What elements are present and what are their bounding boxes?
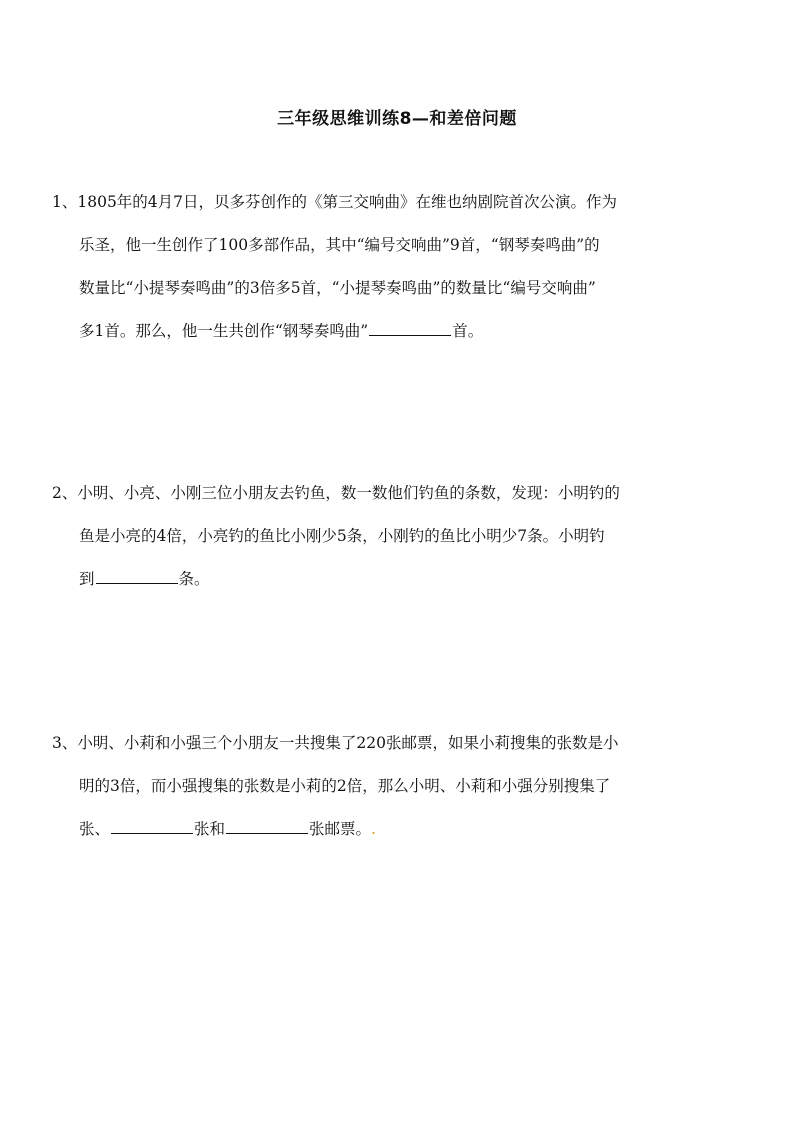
question-3-text-between-blanks: 张和 [194,820,226,838]
question-2-text-after-blank: 条。 [178,570,210,588]
question-2-line-3 [79,567,210,589]
question-3-text-after-blank: 张邮票。 [309,820,372,838]
question-3-line-2: 明的3倍，而小强搜集的张数是小莉的2倍，那么小明、小莉和小强分别搜集了 [79,777,611,795]
question-3-line-1: 3、小明、小莉和小强三个小朋友一共搜集了220张邮票，如果小莉搜集的张数是小 [52,734,619,752]
question-1-text-after-blank: 首。 [452,322,484,340]
answer-blank-1[interactable] [369,321,451,336]
answer-blank-3b[interactable] [226,819,308,834]
question-3-line-3 [79,817,376,839]
question-1-line-3: 数量比“小提琴奏鸣曲”的3倍多5首，“小提琴奏鸣曲”的数量比“编号交响曲” [79,279,596,297]
question-1-line-2: 乐圣，他一生创作了100多部作品，其中“编号交响曲”9首，“钢琴奏鸣曲”的 [79,236,600,254]
question-1-line-1: 1、1805年的4月7日，贝多芬创作的《第三交响曲》在维也纳剧院首次公演。作为 [52,193,618,211]
question-2-line-2: 鱼是小亮的4倍，小亮钓的鱼比小刚少5条，小刚钓的鱼比小明少7条。小明钓 [79,527,605,545]
question-1-line-4 [79,319,483,341]
question-3-text-before-blank: 张、 [79,820,111,838]
question-2-text-before-blank: 到 [79,570,95,588]
answer-blank-2[interactable] [96,569,178,584]
answer-blank-3a[interactable] [111,819,193,834]
question-2-line-1: 2、小明、小亮、小刚三位小朋友去钓鱼，数一数他们钓鱼的条数，发现：小明钓的 [52,484,620,502]
page-title: 三年级思维训练8—和差倍问题 [277,109,517,129]
question-1-text-before-blank: 多1首。那么，他一生共创作“钢琴奏鸣曲” [79,322,369,340]
trailing-mark: . [371,820,376,838]
